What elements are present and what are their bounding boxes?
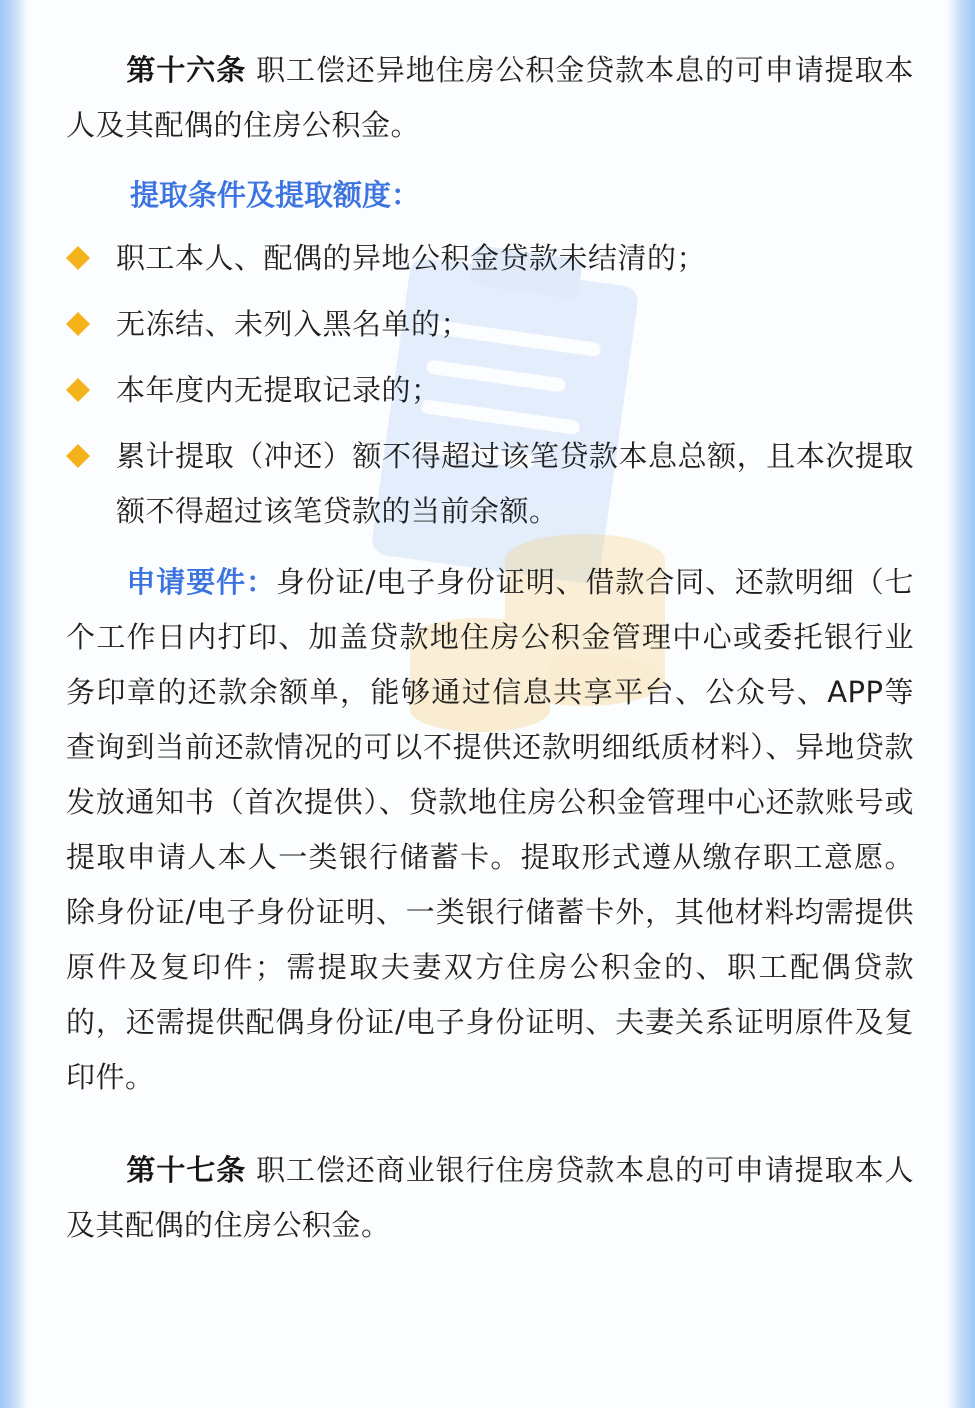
diamond-bullet-icon <box>66 444 90 468</box>
condition-item <box>66 231 914 286</box>
diamond-bullet-icon <box>66 378 90 402</box>
condition-item <box>66 363 914 418</box>
article-17-title: 第十七条 <box>126 1153 247 1187</box>
condition-text: 职工本人、配偶的异地公积金贷款未结清的； <box>116 241 707 275</box>
requirements-paragraph <box>66 555 914 1105</box>
condition-item <box>66 297 914 352</box>
requirements-text: 身份证/电子身份证明、借款合同、还款明细（七个工作日内打印、加盖贷款地住房公积金管理中心或委托银行业务印章的还款余额单，能够通过信息共享平台、公众号、APP等查询到当前还款情况的可以不提供还款明细纸质材料）、异地贷款发放通知书（首次提供）、贷款地住房公积金管理中心还款账号或提取申请人本人一类银行储蓄卡。提取形式遵从缴存职工意愿。除身份证/电子身份证明、一类银行储蓄卡外，其他材料均需提供原件及复印件；需提取夫妻双方住房公积金的、职工配偶贷款的，还需提供配偶身份证/电子身份证明、夫妻关系证明原件及复印件。 <box>66 565 914 1094</box>
diamond-bullet-icon <box>66 312 90 336</box>
condition-item <box>66 429 914 539</box>
condition-text: 累计提取（冲还）额不得超过该笔贷款本息总额，且本次提取额不得超过该笔贷款的当前余额。 <box>116 439 914 528</box>
requirements-label: 申请要件： <box>126 565 276 599</box>
conditions-heading: 提取条件及提取额度： <box>130 178 421 212</box>
article-16-title: 第十六条 <box>126 53 247 87</box>
article-16-text: 职工偿还异地住房公积金贷款本息的可申请提取本人及其配偶的住房公积金。 <box>66 53 914 142</box>
article-16 <box>66 43 914 153</box>
article-17-text: 职工偿还商业银行住房贷款本息的可申请提取本人及其配偶的住房公积金。 <box>66 1153 914 1242</box>
article-17 <box>66 1143 914 1253</box>
condition-text: 本年度内无提取记录的； <box>116 373 441 407</box>
diamond-bullet-icon <box>66 246 90 270</box>
condition-text: 无冻结、未列入黑名单的； <box>116 307 471 341</box>
